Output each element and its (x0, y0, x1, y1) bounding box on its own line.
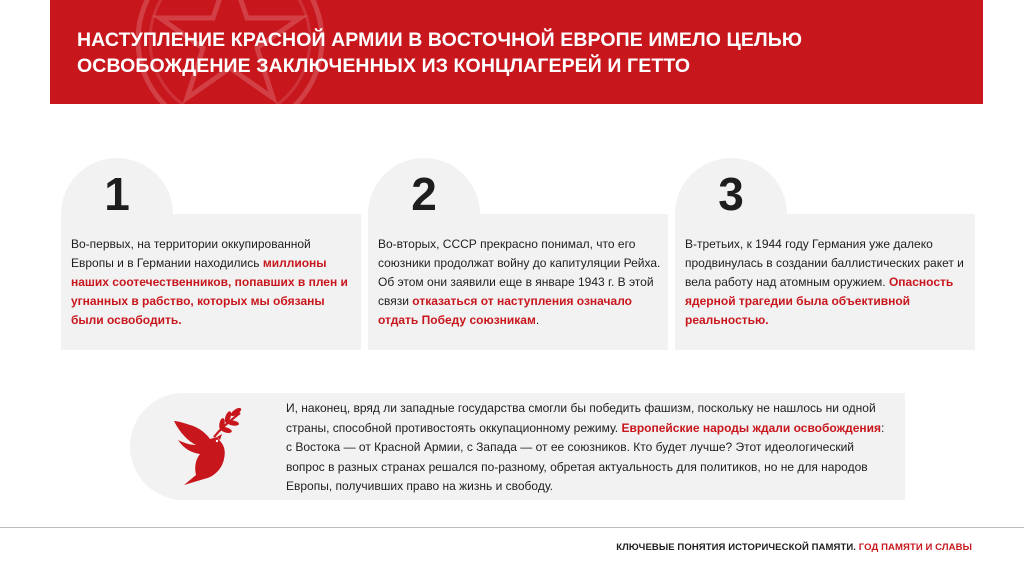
conclusion-highlight: Европейские народы ждали освобождения (621, 420, 882, 435)
conclusion-text: И, наконец, вряд ли западные государства смогли бы победить фашизм, поскольку не нашлось ни одной страны, способной противостоять оккупационному режиму. Европейские народы ждали освобождения: с Востока — от Красной Армии, с Запада — от ее союзников. Кто будет лучше? Этот идеологический вопрос в разных странах решался по-разному, обретая актуальность для политиков, но не для народов Европы, получивших право на жизнь и свободу. (286, 401, 885, 493)
footer-label: КЛЮЧЕВЫЕ ПОНЯТИЯ ИСТОРИЧЕСКОЙ ПАМЯТИ. (616, 542, 857, 553)
footer-divider (0, 527, 1024, 528)
card-highlight: отказаться от наступления означало отдать Победу союзникам (378, 294, 632, 327)
card-text: В-третьих, к 1944 году Германия уже далеко продвинулась в создании баллистических ракет и вела работу над атомным оружием. Опасность ядерной трагедии была объективной реальностью. (685, 237, 964, 327)
card-text: Во-вторых, СССР прекрасно понимал, что его союзники продолжат войну до капитуляции Рейха. Об этом они заявили еще в январе 1943 г. В этой связи отказаться от наступления означало отдать Победу союзникам. (378, 237, 661, 327)
title-line-1: НАСТУПЛЕНИЕ КРАСНОЙ АРМИИ В ВОСТОЧНОЙ ЕВРОПЕ ИМЕЛО ЦЕЛЬЮ (77, 29, 803, 51)
footer (616, 542, 972, 553)
page-title (77, 27, 957, 79)
reason-card-1 (61, 158, 361, 350)
card-number: 2 (411, 168, 437, 220)
conclusion-block (130, 393, 905, 500)
title-line-2: ОСВОБОЖДЕНИЕ ЗАКЛЮЧЕННЫХ ИЗ КОНЦЛАГЕРЕЙ И ГЕТТО (77, 55, 691, 77)
card-text: Во-первых, на территории оккупированной Европы и в Германии находились миллионы наших соотечественников, попавших в плен и угнанных в рабство, которых мы обязаны были освободить. (71, 237, 348, 327)
reason-card-3 (675, 158, 975, 350)
card-highlight: миллионы наших соотечественников, попавших в плен и угнанных в рабство, которых мы обязаны были освободить (71, 256, 348, 327)
footer-brand: ГОД ПАМЯТИ И СЛАВЫ (858, 542, 972, 553)
reason-card-2 (368, 158, 668, 350)
header-banner (50, 0, 983, 104)
card-number: 1 (104, 168, 130, 220)
card-highlight: Опасность ядерной трагедии была объективной реальностью (685, 275, 954, 327)
dove-icon (170, 403, 250, 488)
card-number: 3 (718, 168, 744, 220)
